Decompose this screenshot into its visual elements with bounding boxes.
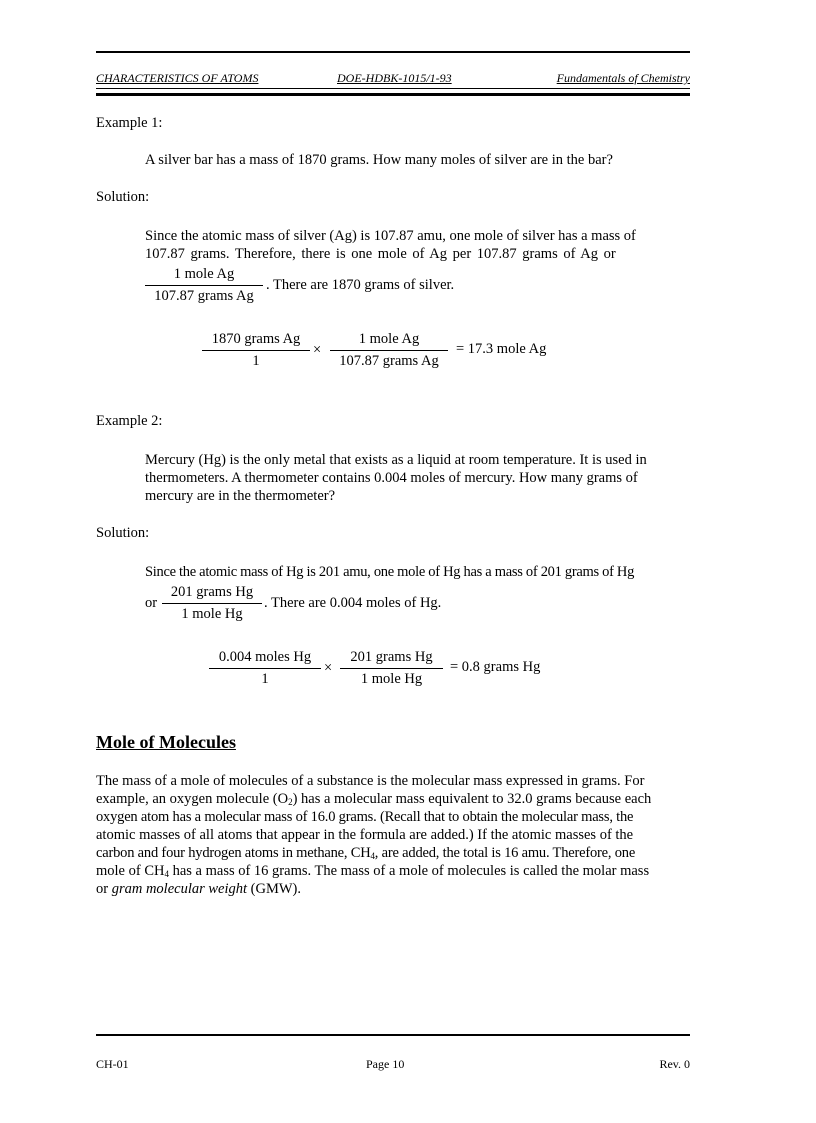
header-top-rule [96, 51, 690, 53]
example-1-question-text: A silver bar has a mass of 1870 grams. How many moles of silver are in the bar? [145, 152, 613, 168]
fraction-denominator: 107.87 grams Ag [145, 285, 263, 305]
multiply-sign: × [313, 342, 322, 358]
fraction-denominator: 1 [202, 350, 310, 370]
paragraph-text: mole of CH [96, 863, 165, 879]
italic-term: gram molecular weight [111, 881, 248, 897]
fraction-numerator: 1870 grams Ag [211, 331, 301, 347]
section-title: Mole of Molecules [96, 732, 236, 752]
example-2-solution [145, 563, 677, 581]
example-2-ratio-text: . There are 0.004 moles of Hg. [264, 595, 442, 611]
example-2-label: Example 2: [96, 413, 163, 429]
example-2-calc-fraction-1 [209, 649, 321, 688]
example-2-solution-line: Since the atomic mass of Hg is 201 amu, one mole of Hg has a mass of 201 grams of Hg [145, 564, 635, 580]
fraction-numerator: 1 mole Ag [173, 266, 235, 282]
header-chapter-title: CHARACTERISTICS OF ATOMS [96, 71, 259, 85]
fraction-numerator: 201 grams Hg [350, 649, 433, 665]
example-2-or-text: or [145, 595, 158, 611]
fraction-numerator: 201 grams Hg [170, 584, 254, 600]
header-document-number: DOE-HDBK-1015/1-93 [337, 71, 452, 85]
paragraph-text: or [96, 881, 112, 897]
example-2-solution-label: Solution: [96, 525, 150, 541]
example-1-label: Example 1: [96, 115, 163, 131]
subscript: 2 [288, 797, 293, 807]
paragraph-text: has a mass of 16 grams. The mass of a mole of molecules is called the molar mass [168, 863, 650, 879]
footer-page-number: Page 10 [366, 1057, 405, 1071]
paragraph-line: atomic masses of all atoms that appear in the formula are added.) If the atomic masses of the [96, 827, 634, 843]
paragraph-line: The mass of a mole of molecules of a substance is the molecular mass expressed in grams. For [96, 773, 645, 789]
fraction-numerator: 1 mole Ag [358, 331, 420, 347]
footer-chapter: CH-01 [96, 1057, 129, 1071]
example-1-calc-fraction-2 [330, 331, 448, 370]
fraction-denominator: 1 mole Hg [340, 668, 443, 688]
example-1-calc-fraction-1 [202, 331, 310, 370]
example-2-ratio-fraction [162, 584, 262, 623]
example-2-question-line: thermometers. A thermometer contains 0.004 moles of mercury. How many grams of [145, 470, 638, 486]
subscript: 4 [370, 851, 375, 861]
paragraph-text: example, an oxygen molecule (O [96, 791, 289, 807]
example-1-ratio-text: . There are 1870 grams of silver. [266, 277, 455, 293]
paragraph-text: ) has a molecular mass equivalent to 32.0 grams because each [292, 791, 652, 807]
footer-revision: Rev. 0 [659, 1057, 690, 1071]
example-2-question-line: Mercury (Hg) is the only metal that exists as a liquid at room temperature. It is used in [145, 452, 647, 468]
fraction-denominator: 1 mole Hg [162, 603, 262, 623]
header-thick-rule [96, 93, 690, 96]
paragraph-line [96, 880, 682, 898]
fraction-denominator: 107.87 grams Ag [330, 350, 448, 370]
subscript: 4 [164, 869, 169, 879]
example-2-calc-fraction-2 [340, 649, 443, 688]
example-2-question [145, 451, 677, 505]
example-2-calc-result: = 0.8 grams Hg [450, 659, 541, 675]
example-1-calc-result: = 17.3 mole Ag [456, 341, 547, 357]
paragraph-line [96, 862, 682, 880]
fraction-denominator: 1 [209, 668, 321, 688]
paragraph-text: , are added, the total is 16 amu. Therefore, one [374, 845, 636, 861]
example-1-solution-label: Solution: [96, 189, 150, 205]
paragraph-line [96, 844, 682, 862]
paragraph-line [96, 790, 682, 808]
paragraph-line: oxygen atom has a molecular mass of 16.0 grams. (Recall that to obtain the molecular mass, the [96, 809, 634, 825]
header-module-title: Fundamentals of Chemistry [556, 71, 690, 85]
paragraph-text: carbon and four hydrogen atoms in methane, CH [96, 845, 371, 861]
multiply-sign: × [324, 660, 333, 676]
header-thin-rule [96, 88, 690, 89]
example-2-question-line: mercury are in the thermometer? [145, 488, 336, 504]
paragraph-text: (GMW). [247, 881, 302, 897]
example-1-ratio-fraction [145, 266, 263, 305]
example-1-question [145, 151, 677, 169]
section-paragraph [96, 772, 682, 898]
example-1-solution-line: 107.87 grams. Therefore, there is one mole of Ag per 107.87 grams of Ag or [145, 246, 616, 262]
fraction-numerator: 0.004 moles Hg [218, 649, 312, 665]
footer-rule [96, 1034, 690, 1036]
example-1-solution [145, 227, 677, 263]
example-1-solution-line: Since the atomic mass of silver (Ag) is 107.87 amu, one mole of silver has a mass of [145, 228, 636, 244]
